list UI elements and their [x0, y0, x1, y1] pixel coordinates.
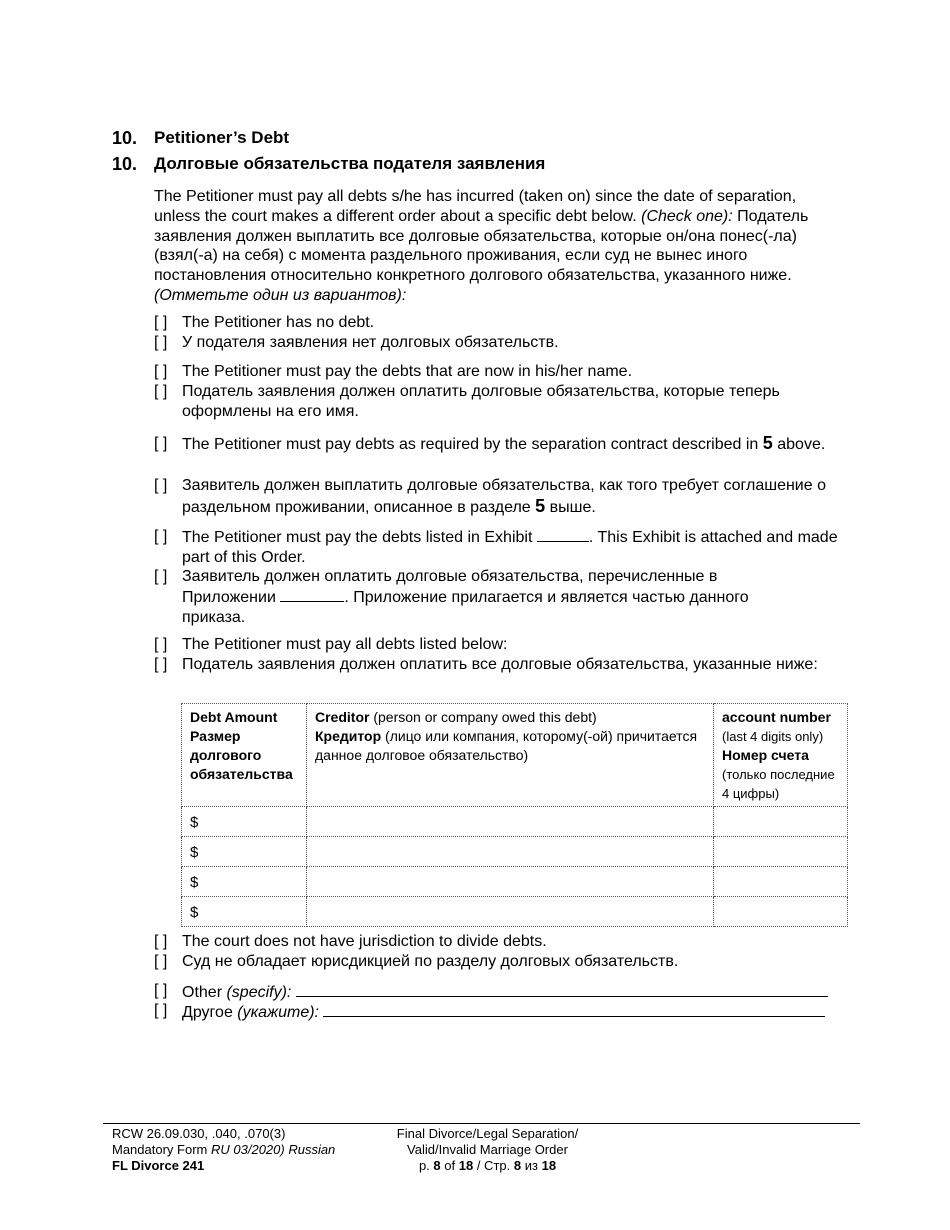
section-ref: 5	[535, 496, 546, 516]
option-exhibit-en[interactable]	[154, 527, 844, 568]
section-heading-en	[112, 128, 289, 149]
option-label: Суд не обладает юрисдикцией по разделу долговых обязательств.	[182, 953, 679, 970]
footer-text: RU 03/2020) Russian	[211, 1142, 336, 1157]
currency-symbol: $	[190, 904, 199, 921]
option-hint: (укажите):	[237, 1004, 319, 1021]
header-text: Creditor	[315, 709, 370, 725]
option-exhibit-ru[interactable]	[154, 567, 754, 627]
option-own-name-ru[interactable]	[154, 382, 844, 422]
other-specify-field-ru[interactable]	[323, 1001, 825, 1017]
debt-amount-cell[interactable]	[182, 837, 307, 867]
footer-form-id: FL Divorce 241	[112, 1158, 205, 1173]
page-text: p.	[418, 1158, 430, 1173]
checkbox[interactable]: [ ]	[154, 982, 168, 999]
checkbox[interactable]: [ ]	[154, 933, 168, 950]
table-row	[182, 867, 848, 897]
intro-paragraph	[154, 187, 844, 306]
option-text: The Petitioner must pay the debts listed in Exhibit	[182, 529, 533, 546]
option-text: выше.	[549, 499, 596, 516]
page-text: 8	[433, 1158, 441, 1173]
option-other-en[interactable]	[154, 981, 844, 1003]
footer-title: Final Divorce/Legal Separation/	[396, 1126, 579, 1141]
option-label: У подателя заявления нет долговых обязательств.	[182, 334, 559, 351]
page-number	[380, 1158, 595, 1174]
option-no-debt-ru[interactable]	[154, 333, 844, 353]
option-label: The Petitioner has no debt.	[182, 314, 375, 331]
option-label	[182, 567, 754, 627]
footer-text: Mandatory Form	[112, 1142, 208, 1157]
checkbox[interactable]: [ ]	[154, 636, 168, 653]
option-text: . This Exhibit is attached and made part of this Order.	[182, 529, 838, 566]
exhibit-blank-field-ru[interactable]	[280, 587, 344, 602]
checkbox[interactable]: [ ]	[154, 477, 168, 494]
account-cell[interactable]	[714, 807, 848, 837]
page-text: 8	[513, 1158, 522, 1173]
section-title-en: Petitioner’s Debt	[154, 128, 290, 147]
footer-title: Valid/Invalid Marriage Order	[407, 1142, 568, 1157]
currency-symbol: $	[190, 874, 199, 891]
option-text: Заявитель должен выплатить долговые обязательства, как того требует соглашение о раздельном проживании, описанное в разделе	[182, 477, 826, 516]
footer-mandatory-form	[112, 1142, 335, 1158]
account-cell[interactable]	[714, 867, 848, 897]
header-text: (только последние 4 цифры)	[722, 767, 835, 801]
debt-amount-cell[interactable]	[182, 867, 307, 897]
section-title-ru: Долговые обязательства подателя заявления	[154, 154, 546, 173]
checkbox[interactable]: [ ]	[154, 435, 168, 452]
intro-text-en: The Petitioner must pay all debts s/he has incurred (taken on) since the date of separation, unless the court makes a different order about a specific debt below.	[154, 188, 797, 225]
page-text: 18	[458, 1158, 474, 1173]
checkbox[interactable]: [ ]	[154, 528, 168, 545]
creditor-cell[interactable]	[307, 867, 714, 897]
debt-table	[181, 703, 848, 927]
intro-check-ru: (Отметьте один из вариантов):	[154, 286, 407, 304]
option-text: . Приложение прилагается и является частью данного приказа.	[182, 588, 749, 626]
intro-text-ru: Податель заявления должен выплатить все долговые обязательства, которые он/она понес(-ла) (взял(-а) на себя) с момента раздельного проживания, если суд не вынес иного постановления относительно конкретного долгового обязательства, указанного ниже.	[154, 207, 809, 285]
creditor-cell[interactable]	[307, 807, 714, 837]
checkbox[interactable]: [ ]	[154, 953, 168, 970]
option-no-jurisdiction-ru[interactable]	[154, 952, 844, 972]
table-row	[182, 897, 848, 927]
page-text: из	[524, 1158, 538, 1173]
currency-symbol: $	[190, 844, 199, 861]
page-text: 18	[541, 1158, 557, 1173]
option-text: Заявитель должен оплатить долговые обязательства, перечисленные в Приложении	[182, 568, 718, 606]
other-specify-field[interactable]	[296, 981, 828, 997]
option-text: Other	[182, 984, 223, 1001]
option-label: The Petitioner must pay the debts that are now in his/her name.	[182, 363, 633, 380]
option-no-jurisdiction-en[interactable]	[154, 932, 844, 952]
footer-form-info	[112, 1126, 335, 1174]
checkbox[interactable]: [ ]	[154, 314, 168, 331]
option-text: The Petitioner must pay debts as required by the separation contract described in	[182, 436, 759, 453]
option-label	[182, 527, 844, 568]
creditor-cell[interactable]	[307, 897, 714, 927]
section-heading-ru	[112, 154, 545, 175]
table-row	[182, 807, 848, 837]
table-header-row	[182, 704, 848, 807]
checkbox[interactable]: [ ]	[154, 363, 168, 380]
checkbox[interactable]: [ ]	[154, 568, 168, 585]
account-cell[interactable]	[714, 837, 848, 867]
header-text: (лицо или компания, которому(-ой) причитается данное долговое обязательство)	[315, 728, 698, 763]
table-row	[182, 837, 848, 867]
checkbox[interactable]: [ ]	[154, 1002, 168, 1019]
option-other-ru[interactable]	[154, 1001, 844, 1023]
option-label	[182, 1001, 844, 1023]
option-listed-below-en[interactable]	[154, 635, 844, 655]
checkbox[interactable]: [ ]	[154, 334, 168, 351]
checkbox[interactable]: [ ]	[154, 383, 168, 400]
page-text: / Стр.	[476, 1158, 511, 1173]
option-text: above.	[777, 436, 826, 453]
header-text: (last 4 digits only)	[722, 729, 824, 744]
currency-symbol: $	[190, 814, 199, 831]
header-text: account number	[722, 709, 831, 725]
option-label: Податель заявления должен оплатить долговые обязательства, которые теперь оформлены на его имя.	[182, 383, 780, 420]
intro-check-en: (Check one):	[641, 207, 733, 225]
footer-rcw: RCW 26.09.030, .040, .070(3)	[112, 1126, 286, 1141]
option-label	[182, 981, 844, 1003]
header-creditor	[307, 704, 714, 807]
option-own-name-en[interactable]	[154, 362, 844, 382]
section-ref: 5	[762, 433, 773, 453]
option-label: Податель заявления должен оплатить все долговые обязательства, указанные ниже:	[182, 656, 818, 673]
header-text: Размер долгового обязательства	[190, 728, 293, 782]
header-text: Номер счета	[722, 747, 809, 763]
option-label	[182, 475, 844, 518]
header-debt-amount	[182, 704, 307, 807]
exhibit-blank-field[interactable]	[537, 527, 589, 542]
footer-divider	[103, 1123, 860, 1124]
debt-amount-cell[interactable]	[182, 897, 307, 927]
option-contract-en[interactable]	[154, 433, 844, 455]
page-text: of	[444, 1158, 456, 1173]
option-label: The Petitioner must pay all debts listed below:	[182, 636, 508, 653]
option-label: The court does not have jurisdiction to divide debts.	[182, 933, 547, 950]
header-text: Debt Amount	[190, 709, 278, 725]
section-number: 10.	[112, 128, 138, 148]
section-number-ru: 10.	[112, 154, 138, 174]
option-text: Другое	[182, 1004, 233, 1021]
option-contract-ru[interactable]	[154, 475, 844, 518]
option-no-debt-en[interactable]	[154, 313, 844, 333]
header-account-number	[714, 704, 848, 807]
option-listed-below-ru[interactable]	[154, 655, 844, 675]
footer-title-pagination	[380, 1126, 595, 1174]
header-text: (person or company owed this debt)	[373, 709, 597, 725]
account-cell[interactable]	[714, 897, 848, 927]
checkbox[interactable]: [ ]	[154, 656, 168, 673]
creditor-cell[interactable]	[307, 837, 714, 867]
debt-amount-cell[interactable]	[182, 807, 307, 837]
header-text: Кредитор	[315, 728, 382, 744]
option-hint: (specify):	[226, 984, 292, 1001]
option-label	[182, 433, 844, 455]
